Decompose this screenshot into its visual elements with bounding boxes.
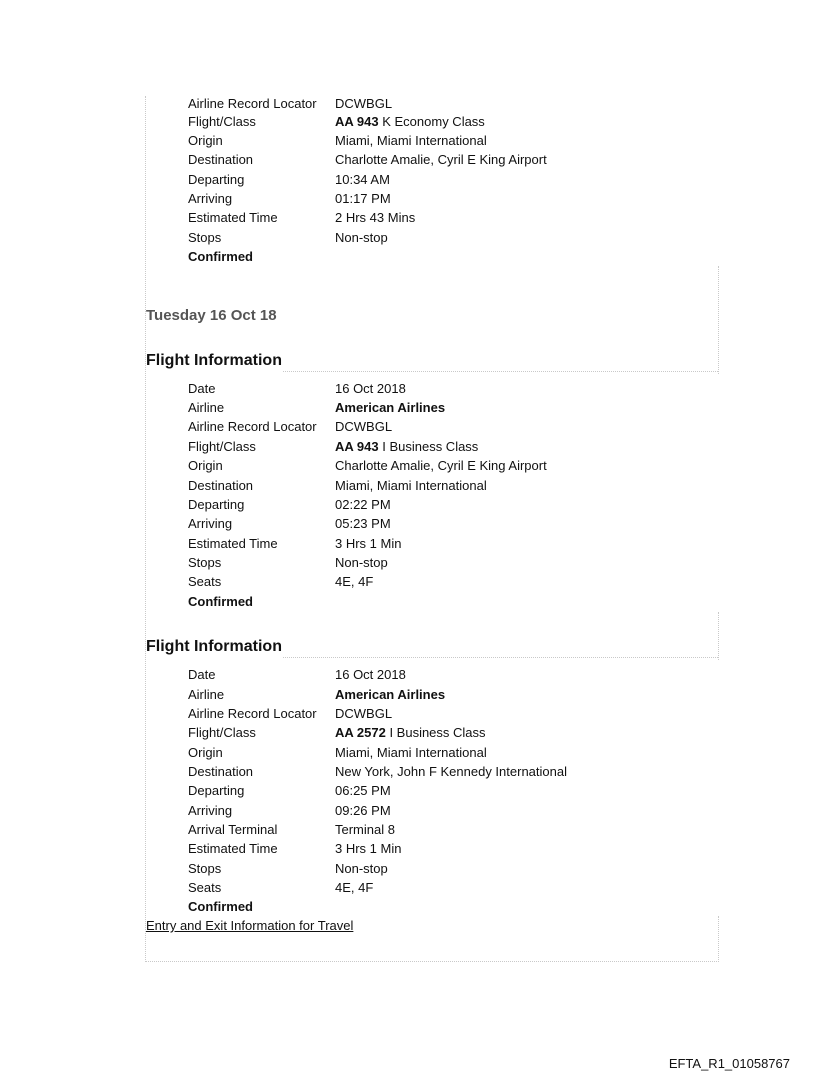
estimated-time-value: 3 Hrs 1 Min: [335, 536, 402, 551]
seats-value: 4E, 4F: [335, 880, 374, 895]
record-locator-label: Airline Record Locator: [188, 419, 317, 434]
arriving-label: Arriving: [188, 191, 233, 206]
stops-label: Stops: [188, 861, 222, 876]
destination-value: New York, John F Kennedy International: [335, 764, 567, 779]
destination-value: Charlotte Amalie, Cyril E King Airport: [335, 152, 547, 167]
status-confirmed: Confirmed: [188, 249, 253, 264]
frame-right-line: [718, 612, 719, 660]
destination-label: Destination: [188, 764, 254, 779]
seats-label: Seats: [188, 574, 222, 589]
frame-right-line: [718, 916, 719, 962]
estimated-time-value: 2 Hrs 43 Mins: [335, 210, 416, 225]
airline-label: Airline: [188, 400, 225, 415]
stops-value: Non-stop: [335, 861, 388, 876]
record-locator-value: DCWBGL: [335, 419, 393, 434]
arrival-terminal-label: Arrival Terminal: [188, 822, 278, 837]
airline-value: American Airlines: [335, 687, 446, 702]
seats-label: Seats: [188, 880, 222, 895]
airline-value: American Airlines: [335, 400, 446, 415]
record-locator-label: Airline Record Locator: [188, 706, 317, 721]
stops-value: Non-stop: [335, 230, 388, 245]
departing-label: Departing: [188, 172, 245, 187]
destination-label: Destination: [188, 152, 254, 167]
cabin-class: I Business Class: [385, 725, 486, 740]
departing-value: 02:22 PM: [335, 497, 391, 512]
estimated-time-label: Estimated Time: [188, 841, 278, 856]
flight-class-label: Flight/Class: [188, 439, 256, 454]
entry-exit-info-link[interactable]: Entry and Exit Information for Travel: [146, 918, 354, 933]
origin-label: Origin: [188, 133, 223, 148]
destination-value: Miami, Miami International: [335, 478, 487, 493]
section-divider: [283, 657, 718, 658]
document-id: EFTA_R1_01058767: [668, 1056, 790, 1071]
stops-label: Stops: [188, 555, 222, 570]
origin-value: Charlotte Amalie, Cyril E King Airport: [335, 458, 547, 473]
estimated-time-label: Estimated Time: [188, 210, 278, 225]
status-confirmed: Confirmed: [188, 899, 253, 914]
flight-number: AA 943: [335, 114, 379, 129]
departing-value: 06:25 PM: [335, 783, 391, 798]
day-heading: Tuesday 16 Oct 18: [146, 307, 277, 324]
origin-value: Miami, Miami International: [335, 745, 487, 760]
frame-right-line: [718, 266, 719, 374]
departing-value: 10:34 AM: [335, 172, 390, 187]
date-value: 16 Oct 2018: [335, 381, 406, 396]
airline-label: Airline: [188, 687, 225, 702]
cabin-class: I Business Class: [378, 439, 479, 454]
departing-label: Departing: [188, 783, 245, 798]
arriving-label: Arriving: [188, 516, 233, 531]
origin-label: Origin: [188, 745, 223, 760]
departing-label: Departing: [188, 497, 245, 512]
frame-bottom-line: [145, 961, 719, 962]
origin-value: Miami, Miami International: [335, 133, 487, 148]
record-locator-value: DCWBGL: [335, 96, 393, 111]
record-locator-value: DCWBGL: [335, 706, 393, 721]
flight-number: AA 943: [335, 439, 379, 454]
flight-class-label: Flight/Class: [188, 725, 256, 740]
estimated-time-label: Estimated Time: [188, 536, 278, 551]
record-locator-label: Airline Record Locator: [188, 96, 317, 111]
estimated-time-value: 3 Hrs 1 Min: [335, 841, 402, 856]
section-title: Flight Information: [146, 352, 282, 369]
status-confirmed: Confirmed: [188, 594, 253, 609]
flight-class-label: Flight/Class: [188, 114, 256, 129]
destination-label: Destination: [188, 478, 254, 493]
origin-label: Origin: [188, 458, 223, 473]
frame-left-line: [145, 96, 146, 962]
stops-value: Non-stop: [335, 555, 388, 570]
date-label: Date: [188, 381, 216, 396]
flight-class-value: [335, 724, 486, 742]
flight-class-value: [335, 113, 485, 131]
flight-number: AA 2572: [335, 725, 386, 740]
date-label: Date: [188, 667, 216, 682]
arrival-terminal-value: Terminal 8: [335, 822, 395, 837]
flight-class-value: [335, 438, 478, 456]
section-title: Flight Information: [146, 638, 282, 655]
arriving-value: 09:26 PM: [335, 803, 391, 818]
stops-label: Stops: [188, 230, 222, 245]
arriving-value: 01:17 PM: [335, 191, 391, 206]
section-divider: [283, 371, 718, 372]
seats-value: 4E, 4F: [335, 574, 374, 589]
date-value: 16 Oct 2018: [335, 667, 406, 682]
cabin-class: K Economy Class: [378, 114, 485, 129]
arriving-label: Arriving: [188, 803, 233, 818]
arriving-value: 05:23 PM: [335, 516, 391, 531]
